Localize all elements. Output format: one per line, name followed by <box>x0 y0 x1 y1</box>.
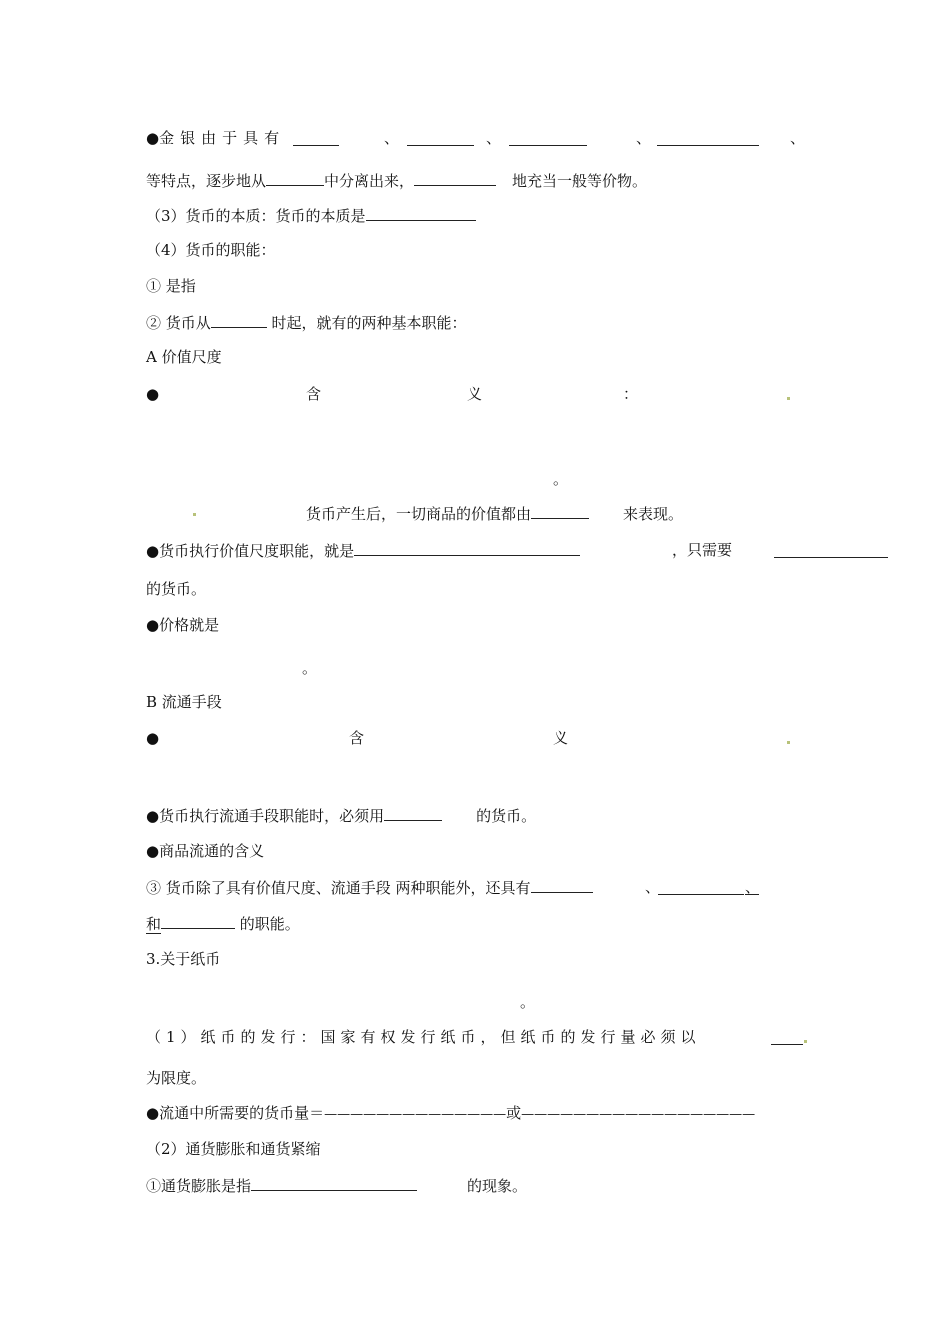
enum-mark: 、 <box>486 129 502 147</box>
speck <box>787 741 790 744</box>
line-gold-silver <box>146 128 285 148</box>
text: （2）通货膨胀和通货紧缩 <box>146 1140 321 1158</box>
blank-5[interactable] <box>266 170 324 186</box>
line-commodity-circulation <box>146 841 264 861</box>
text: 和 <box>146 915 162 933</box>
enum-mark: 、 <box>645 878 661 896</box>
underline-end <box>745 879 759 895</box>
bullet: ● <box>146 542 160 560</box>
blank-13[interactable] <box>531 877 593 893</box>
text: 地充当一般等价物。 <box>512 172 648 190</box>
formula-blank-1[interactable]: —————————————— <box>324 1107 507 1122</box>
text: 的货币。 <box>146 580 207 598</box>
line-limit <box>146 1068 206 1088</box>
enum-mark: 、 <box>790 129 806 147</box>
text: 货币产生后，一切商品的价值都由 <box>306 505 532 523</box>
text: 的货币。 <box>476 807 537 825</box>
text-colon: ： <box>623 385 639 403</box>
line-meaning-b <box>146 728 159 748</box>
text: 价格就是 <box>159 616 220 634</box>
enum-mark: 、 <box>384 129 400 147</box>
blank-17[interactable] <box>251 1175 417 1191</box>
text-han: 含 <box>349 729 365 747</box>
text: 商品流通的含义 <box>159 842 265 860</box>
heading-paper-money <box>146 949 220 969</box>
text: （3）货币的本质：货币的本质是 <box>146 207 366 225</box>
text: 中分离出来， <box>324 172 415 190</box>
blank-14[interactable] <box>658 879 744 895</box>
text: ② 货币从 <box>146 314 211 332</box>
bullet: ● <box>146 616 160 634</box>
blank-3[interactable] <box>509 130 587 146</box>
bullet: ● <box>146 842 160 860</box>
text-gold-silver: 金银由于具有 <box>159 129 286 147</box>
line-characteristics <box>146 170 647 191</box>
bullet: ● <box>146 129 160 147</box>
bullet: ● <box>146 729 160 747</box>
bullet: ● <box>146 807 160 825</box>
line-money-needed <box>146 1103 755 1125</box>
line-paper-money-issuance <box>146 1027 701 1047</box>
text: ③ 货币除了具有价值尺度、流通手段 两种职能外，还具有 <box>146 879 531 897</box>
heading-circulation-means <box>146 692 222 712</box>
text: 3.关于纸币 <box>146 950 221 968</box>
line-circulation-function <box>146 805 536 826</box>
text-yi: 义 <box>467 385 483 403</box>
text: A 价值尺度 <box>146 348 222 366</box>
line-inflation-def <box>146 1175 527 1196</box>
text: 货币执行价值尺度职能，就是 <box>159 542 355 560</box>
line-value-measure-function <box>146 540 580 561</box>
text: ① 是指 <box>146 277 196 295</box>
text: 的现象。 <box>467 1177 528 1195</box>
speck <box>193 513 196 516</box>
blank-2[interactable] <box>407 130 474 146</box>
bullet: ● <box>146 1104 160 1122</box>
period-mark: 。 <box>553 470 569 488</box>
text: 来表现。 <box>623 505 684 523</box>
enum-mark: 、 <box>636 129 652 147</box>
enum-mark: 、 <box>745 878 761 896</box>
blank-6[interactable] <box>414 170 496 186</box>
blank-10[interactable] <box>354 540 580 556</box>
period-mark: 。 <box>520 993 536 1011</box>
line-refers-to <box>146 276 196 296</box>
line-money-of <box>146 579 206 599</box>
bullet: ● <box>146 385 160 403</box>
period-mark: 。 <box>302 659 318 677</box>
blank-12[interactable] <box>384 805 442 821</box>
line-inflation-deflation <box>146 1139 321 1159</box>
line-other-functions <box>146 877 593 898</box>
line-money-essence <box>146 205 476 226</box>
blank-7[interactable] <box>366 205 476 221</box>
text: 时起，就有的两种基本职能： <box>266 314 467 332</box>
blank-8[interactable] <box>211 312 267 328</box>
text: ，只需要 <box>672 541 733 559</box>
heading-value-measure <box>146 347 222 367</box>
line-value-expressed <box>306 503 683 524</box>
text: （1）纸币的发行：国家有权发行纸币，但纸币的发行量必须以 <box>146 1028 701 1046</box>
text: 为限度。 <box>146 1069 207 1087</box>
blank-9[interactable] <box>531 503 589 519</box>
text: 等特点，逐步地从 <box>146 172 267 190</box>
line-meaning-a <box>146 384 159 404</box>
blank-15[interactable] <box>161 913 235 929</box>
speck <box>804 1040 807 1043</box>
text: （4）货币的职能： <box>146 241 276 259</box>
formula-blank-2[interactable]: —————————————————— <box>521 1107 756 1122</box>
blank-11[interactable] <box>774 542 888 558</box>
line-and-functions <box>146 913 300 934</box>
text: 流通中所需要的货币量＝ <box>159 1104 325 1122</box>
text: 货币执行流通手段职能时，必须用 <box>159 807 385 825</box>
text: 的职能。 <box>235 915 300 933</box>
text-han: 含 <box>306 385 322 403</box>
text-yi: 义 <box>553 729 569 747</box>
blank-4[interactable] <box>657 130 759 146</box>
blank-16[interactable] <box>771 1029 803 1045</box>
text-or: 或 <box>506 1104 522 1122</box>
text: ①通货膨胀是指 <box>146 1177 252 1195</box>
line-price-is <box>146 615 219 635</box>
speck <box>787 397 790 400</box>
blank-1[interactable] <box>293 130 339 146</box>
line-basic-functions <box>146 312 467 333</box>
line-money-functions <box>146 240 276 260</box>
text: B 流通手段 <box>146 693 222 711</box>
